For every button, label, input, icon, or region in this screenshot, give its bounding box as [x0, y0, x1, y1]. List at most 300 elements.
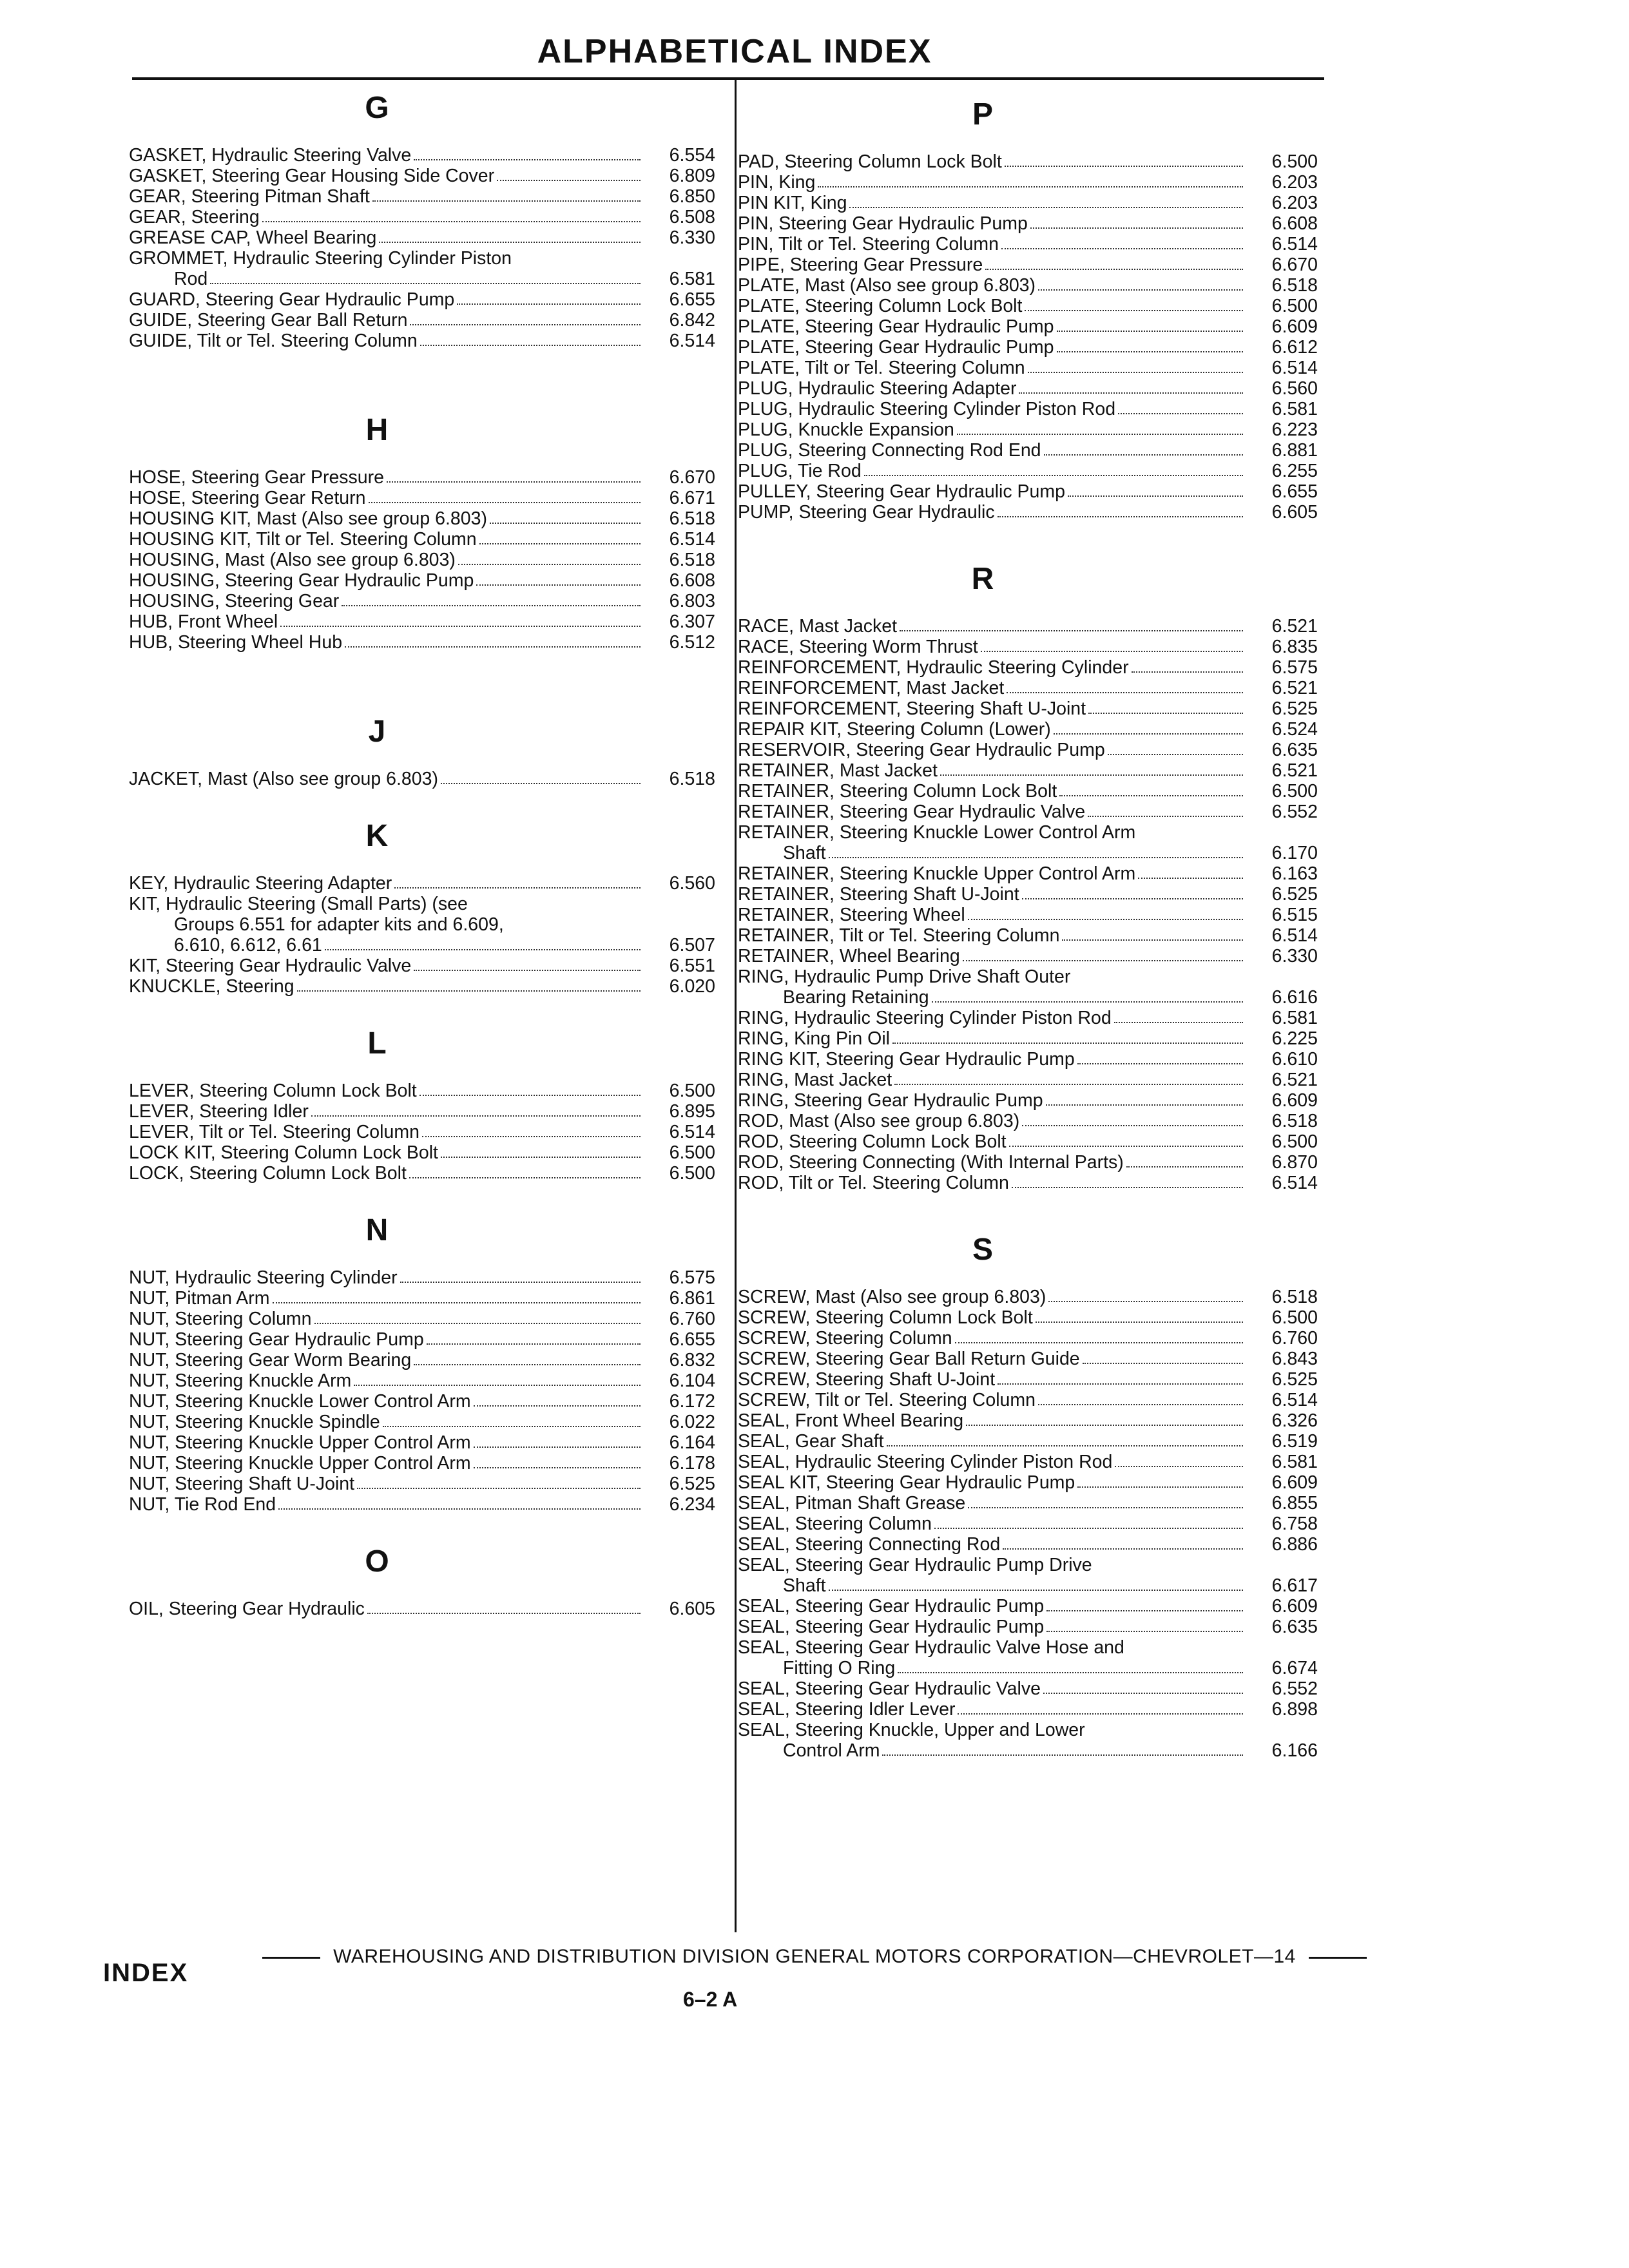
- entry-list: [129, 873, 715, 997]
- entry-name: PLUG, Knuckle Expansion: [738, 419, 954, 440]
- index-entry: [129, 207, 715, 227]
- index-entry: [129, 145, 715, 166]
- index-entry: [738, 419, 1318, 440]
- dot-leader: [427, 1343, 641, 1345]
- page-number: 6–2 A: [683, 1988, 738, 2011]
- index-entry: [129, 894, 715, 914]
- index-entry: [129, 976, 715, 997]
- entry-name: NUT, Steering Knuckle Lower Control Arm: [129, 1391, 471, 1412]
- entry-page: 6.635: [1271, 740, 1318, 760]
- dot-leader: [1046, 1104, 1243, 1106]
- entry-list: [129, 1599, 715, 1619]
- footer-dash-left: [262, 1957, 320, 1959]
- entry-page: 6.655: [669, 1329, 715, 1350]
- entry-page: 6.500: [1271, 781, 1318, 802]
- dot-leader: [1088, 816, 1243, 817]
- entry-page: 6.514: [1271, 925, 1318, 946]
- index-entry: [738, 296, 1318, 316]
- entry-name: Fitting O Ring: [783, 1658, 896, 1678]
- entry-name: Bearing Retaining: [783, 987, 929, 1008]
- dot-leader: [957, 434, 1243, 435]
- index-entry: [129, 1599, 715, 1619]
- section-letter: L: [367, 1026, 387, 1061]
- dot-leader: [1022, 1125, 1243, 1126]
- entry-name: GEAR, Steering: [129, 207, 260, 227]
- entry-page: 6.508: [669, 207, 715, 227]
- entry-page: 6.514: [669, 529, 715, 550]
- dot-leader: [422, 1136, 641, 1137]
- entry-list: [129, 1081, 715, 1184]
- entry-name: NUT, Steering Gear Hydraulic Pump: [129, 1329, 424, 1350]
- entry-page: 6.655: [669, 289, 715, 310]
- entry-page: 6.609: [1271, 1472, 1318, 1493]
- dot-leader: [414, 970, 641, 971]
- entry-name: NUT, Steering Knuckle Upper Control Arm: [129, 1453, 471, 1474]
- entry-page: 6.551: [669, 956, 715, 976]
- dot-leader: [1068, 495, 1243, 497]
- entry-name: SEAL, Steering Gear Hydraulic Pump Drive: [738, 1555, 1092, 1575]
- dot-leader: [892, 1043, 1243, 1044]
- index-entry: [738, 1369, 1318, 1390]
- entry-name: SCREW, Steering Column: [738, 1328, 952, 1349]
- entry-name: RETAINER, Steering Wheel: [738, 905, 965, 925]
- entry-page: 6.560: [1271, 378, 1318, 399]
- index-entry: [738, 234, 1318, 255]
- entry-name: ROD, Steering Connecting (With Internal Parts): [738, 1152, 1124, 1173]
- index-entry: [738, 1410, 1318, 1431]
- entry-page: 6.514: [1271, 1173, 1318, 1193]
- entry-name: JACKET, Mast (Also see group 6.803): [129, 769, 438, 789]
- section-letter: G: [365, 91, 389, 125]
- entry-name: SEAL, Steering Knuckle, Upper and Lower: [738, 1720, 1085, 1740]
- index-entry: [738, 1452, 1318, 1472]
- index-entry: [738, 1637, 1318, 1658]
- index-entry: [738, 1493, 1318, 1514]
- dot-leader: [497, 180, 641, 181]
- footer-text: WAREHOUSING AND DISTRIBUTION DIVISION GENERAL MOTORS CORPORATION—CHEVROLET—14: [333, 1946, 1296, 1967]
- entry-page: 6.507: [669, 935, 715, 956]
- entry-name: KIT, Steering Gear Hydraulic Valve: [129, 956, 412, 976]
- index-entry: [738, 358, 1318, 378]
- entry-page: 6.521: [1271, 1070, 1318, 1090]
- entry-name: SCREW, Steering Column Lock Bolt: [738, 1307, 1033, 1328]
- index-entry: [738, 760, 1318, 781]
- dot-leader: [383, 1426, 641, 1427]
- entry-name: HUB, Steering Wheel Hub: [129, 632, 343, 653]
- index-entry: [738, 863, 1318, 884]
- entry-name: RETAINER, Steering Knuckle Upper Control Arm: [738, 863, 1136, 884]
- dot-leader: [262, 221, 641, 222]
- entry-name: NUT, Steering Column: [129, 1309, 312, 1329]
- entry-name: PIN KIT, King: [738, 193, 847, 213]
- index-entry: [738, 616, 1318, 637]
- entry-name: RACE, Mast Jacket: [738, 616, 898, 637]
- index-entry: [129, 550, 715, 570]
- entry-name: SEAL, Steering Idler Lever: [738, 1699, 956, 1720]
- index-entry: [129, 529, 715, 550]
- index-entry: [738, 1699, 1318, 1720]
- dot-leader: [1088, 713, 1243, 714]
- entry-name: PAD, Steering Column Lock Bolt: [738, 151, 1002, 172]
- entry-page: 6.842: [669, 310, 715, 331]
- entry-name: SEAL, Steering Gear Hydraulic Valve Hose and: [738, 1637, 1124, 1658]
- index-entry: [738, 1131, 1318, 1152]
- index-entry: [738, 461, 1318, 481]
- entry-page: 6.515: [1271, 905, 1318, 925]
- entry-page: 6.609: [1271, 316, 1318, 337]
- index-entry-continuation: [738, 1658, 1318, 1678]
- dot-leader: [345, 646, 641, 648]
- entry-name: RING KIT, Steering Gear Hydraulic Pump: [738, 1049, 1075, 1070]
- entry-page: 6.326: [1271, 1410, 1318, 1431]
- dot-leader: [474, 1405, 641, 1407]
- entry-name: SCREW, Mast (Also see group 6.803): [738, 1287, 1046, 1307]
- entry-page: 6.514: [1271, 234, 1318, 255]
- index-entry: [129, 1288, 715, 1309]
- entry-page: 6.670: [1271, 255, 1318, 275]
- index-entry: [738, 1514, 1318, 1534]
- dot-leader: [1001, 248, 1243, 249]
- dot-leader: [1115, 1466, 1243, 1467]
- entry-name: SEAL, Steering Column: [738, 1514, 932, 1534]
- entry-name: HOSE, Steering Gear Return: [129, 488, 366, 508]
- entry-page: 6.524: [1271, 719, 1318, 740]
- entry-name: HOUSING, Steering Gear Hydraulic Pump: [129, 570, 474, 591]
- dot-leader: [342, 605, 641, 606]
- index-entry: [738, 1596, 1318, 1617]
- entry-page: 6.552: [1271, 802, 1318, 822]
- index-entry: [738, 1431, 1318, 1452]
- entry-page: 6.554: [669, 145, 715, 166]
- entry-page: 6.605: [1271, 502, 1318, 523]
- index-entry: [129, 186, 715, 207]
- dot-leader: [1108, 754, 1243, 755]
- index-section-l: [129, 1026, 715, 1184]
- entry-name: SEAL, Steering Gear Hydraulic Pump: [738, 1596, 1045, 1617]
- entry-name: REINFORCEMENT, Hydraulic Steering Cylinder: [738, 657, 1129, 678]
- index-entry: [738, 502, 1318, 523]
- index-entry: [738, 1049, 1318, 1070]
- index-entry: [738, 925, 1318, 946]
- entry-page: 6.608: [1271, 213, 1318, 234]
- entry-page: 6.519: [1271, 1431, 1318, 1452]
- index-entry: [129, 1309, 715, 1329]
- entry-name: GEAR, Steering Pitman Shaft: [129, 186, 370, 207]
- entry-name: PIN, Steering Gear Hydraulic Pump: [738, 213, 1028, 234]
- entry-page: 6.855: [1271, 1493, 1318, 1514]
- entry-page: 6.895: [669, 1101, 715, 1122]
- entry-page: 6.500: [1271, 151, 1318, 172]
- entry-name: GREASE CAP, Wheel Bearing: [129, 227, 377, 248]
- index-entry: [738, 1173, 1318, 1193]
- index-entry: [129, 1163, 715, 1184]
- entry-name: GUIDE, Steering Gear Ball Return: [129, 310, 408, 331]
- index-entry: [738, 946, 1318, 966]
- dot-leader: [887, 1445, 1243, 1446]
- index-entry: [129, 166, 715, 186]
- index-entry: [738, 781, 1318, 802]
- index-entry: [738, 698, 1318, 719]
- index-label: INDEX: [103, 1959, 189, 1987]
- index-entry: [738, 678, 1318, 698]
- entry-name: RETAINER, Mast Jacket: [738, 760, 938, 781]
- entry-name: PLUG, Hydraulic Steering Adapter: [738, 378, 1017, 399]
- entry-page: 6.581: [1271, 1452, 1318, 1472]
- index-entry: [738, 1328, 1318, 1349]
- dot-leader: [457, 303, 641, 305]
- index-entry: [738, 1678, 1318, 1699]
- index-entry: [129, 331, 715, 351]
- entry-page: 6.514: [1271, 1390, 1318, 1410]
- column-divider: [735, 80, 737, 1932]
- entry-name: PUMP, Steering Gear Hydraulic: [738, 502, 995, 523]
- dot-leader: [474, 1446, 641, 1448]
- index-entry: [738, 1028, 1318, 1049]
- entry-name: RING, Mast Jacket: [738, 1070, 892, 1090]
- dot-leader: [476, 584, 641, 586]
- index-entry: [738, 1617, 1318, 1637]
- dot-leader: [1077, 1486, 1243, 1488]
- index-entry: [738, 172, 1318, 193]
- entry-name: SCREW, Steering Gear Ball Return Guide: [738, 1349, 1080, 1369]
- entry-page: 6.881: [1271, 440, 1318, 461]
- entry-name: SEAL, Steering Connecting Rod: [738, 1534, 1001, 1555]
- entry-name: ROD, Tilt or Tel. Steering Column: [738, 1173, 1009, 1193]
- index-entry-continuation: [738, 1575, 1318, 1596]
- dot-leader: [420, 345, 641, 346]
- entry-name: PLATE, Steering Gear Hydraulic Pump: [738, 316, 1054, 337]
- entry-name: RETAINER, Steering Knuckle Lower Control Arm: [738, 822, 1136, 843]
- entry-name: HOUSING KIT, Tilt or Tel. Steering Column: [129, 529, 477, 550]
- dot-leader: [1030, 227, 1243, 229]
- index-entry: [129, 467, 715, 488]
- right-column: [738, 97, 1318, 1761]
- entry-name: RING, Hydraulic Pump Drive Shaft Outer: [738, 966, 1071, 987]
- entry-list: [738, 616, 1318, 1193]
- entry-page: 6.581: [1271, 399, 1318, 419]
- entry-list: [129, 145, 715, 351]
- index-entry: [129, 1267, 715, 1288]
- dot-leader: [441, 783, 641, 784]
- entry-name: HOUSING, Mast (Also see group 6.803): [129, 550, 456, 570]
- index-entry: [129, 1101, 715, 1122]
- entry-page: 6.581: [1271, 1008, 1318, 1028]
- dot-leader: [490, 523, 641, 524]
- section-letter: N: [365, 1213, 389, 1247]
- dot-leader: [900, 630, 1243, 631]
- dot-leader: [864, 475, 1243, 476]
- dot-leader: [882, 1754, 1243, 1756]
- entry-page: 6.170: [1271, 843, 1318, 863]
- index-entry: [738, 719, 1318, 740]
- page-title: ALPHABETICAL INDEX: [537, 33, 932, 70]
- entry-page: 6.525: [669, 1474, 715, 1494]
- index-entry: [738, 966, 1318, 987]
- entry-page: 6.886: [1271, 1534, 1318, 1555]
- entry-name: SEAL, Steering Gear Hydraulic Valve: [738, 1678, 1041, 1699]
- index-entry-continuation: [129, 269, 715, 289]
- entry-name: NUT, Steering Knuckle Upper Control Arm: [129, 1432, 471, 1453]
- entry-name: HOUSING, Steering Gear: [129, 591, 340, 611]
- entry-page: 6.521: [1271, 678, 1318, 698]
- index-entry: [738, 316, 1318, 337]
- entry-page: 6.609: [1271, 1596, 1318, 1617]
- dot-leader: [1036, 1321, 1243, 1323]
- entry-page: 6.166: [1271, 1740, 1318, 1761]
- entry-name: SCREW, Steering Shaft U-Joint: [738, 1369, 996, 1390]
- entry-page: 6.518: [669, 769, 715, 789]
- entry-page: 6.850: [669, 186, 715, 207]
- index-entry: [738, 1555, 1318, 1575]
- entry-page: 6.809: [669, 166, 715, 186]
- dot-leader: [1126, 1166, 1243, 1168]
- entry-name: SEAL, Gear Shaft: [738, 1431, 884, 1452]
- entry-page: 6.514: [669, 331, 715, 351]
- entry-name: Rod: [174, 269, 208, 289]
- index-entry: [738, 884, 1318, 905]
- entry-page: 6.525: [1271, 698, 1318, 719]
- dot-leader: [1043, 1693, 1243, 1694]
- dot-leader: [934, 1528, 1243, 1529]
- index-section-g: [129, 90, 715, 351]
- index-entry: [738, 1287, 1318, 1307]
- index-entry: [738, 399, 1318, 419]
- entry-name: GUARD, Steering Gear Hydraulic Pump: [129, 289, 455, 310]
- entry-page: 6.330: [1271, 946, 1318, 966]
- entry-page: 6.581: [669, 269, 715, 289]
- entry-page: 6.760: [1271, 1328, 1318, 1349]
- dot-leader: [1118, 413, 1243, 414]
- dot-leader: [1009, 1146, 1243, 1147]
- entry-name: NUT, Steering Knuckle Arm: [129, 1370, 352, 1391]
- index-entry-continuation: [738, 987, 1318, 1008]
- dot-leader: [419, 1095, 641, 1096]
- index-entry: [738, 657, 1318, 678]
- index-entry: [129, 873, 715, 894]
- entry-page: 6.521: [1271, 760, 1318, 781]
- entry-page: 6.870: [1271, 1152, 1318, 1173]
- dot-leader: [981, 651, 1243, 652]
- dot-leader: [1077, 1063, 1243, 1064]
- index-entry: [129, 1391, 715, 1412]
- entry-page: 6.163: [1271, 863, 1318, 884]
- index-entry: [738, 1070, 1318, 1090]
- index-entry: [129, 1453, 715, 1474]
- entry-page: 6.223: [1271, 419, 1318, 440]
- footer-line: [0, 1946, 1629, 1968]
- entry-name: Shaft: [783, 1575, 826, 1596]
- index-entry: [129, 956, 715, 976]
- index-entry: [129, 1370, 715, 1391]
- entry-name: KIT, Hydraulic Steering (Small Parts) (see: [129, 894, 468, 914]
- index-entry: [738, 1720, 1318, 1740]
- section-letter: K: [365, 819, 389, 853]
- index-entry: [129, 570, 715, 591]
- entry-name: REINFORCEMENT, Mast Jacket: [738, 678, 1005, 698]
- index-entry: [129, 1081, 715, 1101]
- entry-name: SEAL, Pitman Shaft Grease: [738, 1493, 966, 1514]
- index-entry: [738, 905, 1318, 925]
- dot-leader: [1138, 878, 1243, 879]
- entry-page: 6.674: [1271, 1658, 1318, 1678]
- entry-page: 6.164: [669, 1432, 715, 1453]
- dot-leader: [1038, 1404, 1243, 1405]
- entry-name: PLATE, Steering Column Lock Bolt: [738, 296, 1023, 316]
- dot-leader: [1083, 1363, 1243, 1364]
- index-entry-continuation: [129, 914, 715, 935]
- entry-list: [129, 467, 715, 653]
- index-entry: [738, 481, 1318, 502]
- entry-page: 6.518: [1271, 275, 1318, 296]
- entry-name: KEY, Hydraulic Steering Adapter: [129, 873, 392, 894]
- entry-page: 6.617: [1271, 1575, 1318, 1596]
- entry-list: [129, 1267, 715, 1515]
- entry-name: LEVER, Tilt or Tel. Steering Column: [129, 1122, 419, 1142]
- dot-leader: [849, 207, 1243, 208]
- dot-leader: [985, 269, 1243, 270]
- entry-name: SEAL, Steering Gear Hydraulic Pump: [738, 1617, 1045, 1637]
- index-entry: [738, 740, 1318, 760]
- dot-leader: [1003, 1548, 1243, 1550]
- entry-page: 6.500: [1271, 1131, 1318, 1152]
- entry-page: 6.605: [669, 1599, 715, 1619]
- section-letter: R: [971, 562, 994, 596]
- index-entry: [738, 1152, 1318, 1173]
- entry-name: RESERVOIR, Steering Gear Hydraulic Pump: [738, 740, 1105, 760]
- dot-leader: [1019, 392, 1243, 394]
- index-section-h: [129, 412, 715, 653]
- entry-page: 6.234: [669, 1494, 715, 1515]
- entry-page: 6.609: [1271, 1090, 1318, 1111]
- index-entry: [738, 1307, 1318, 1328]
- dot-leader: [394, 887, 641, 889]
- dot-leader: [379, 242, 641, 243]
- dot-leader: [1044, 454, 1243, 456]
- dot-leader: [441, 1157, 641, 1158]
- section-letter: H: [365, 413, 389, 447]
- entry-name: PLUG, Tie Rod: [738, 461, 862, 481]
- index-entry: [129, 611, 715, 632]
- entry-name: PLATE, Mast (Also see group 6.803): [738, 275, 1036, 296]
- dot-leader: [968, 919, 1243, 920]
- index-section-j: [129, 714, 715, 789]
- entry-list: [129, 769, 715, 789]
- index-entry-continuation: [738, 1740, 1318, 1761]
- dot-leader: [1025, 310, 1243, 311]
- entry-list: [738, 1287, 1318, 1761]
- entry-name: RETAINER, Tilt or Tel. Steering Column: [738, 925, 1060, 946]
- dot-leader: [1038, 289, 1243, 291]
- entry-name: HOUSING KIT, Mast (Also see group 6.803): [129, 508, 487, 529]
- dot-leader: [369, 502, 641, 503]
- dot-leader: [1028, 372, 1243, 373]
- entry-name: RING, Hydraulic Steering Cylinder Piston Rod: [738, 1008, 1112, 1028]
- entry-name: HUB, Front Wheel: [129, 611, 278, 632]
- index-entry: [738, 337, 1318, 358]
- entry-name: SEAL KIT, Steering Gear Hydraulic Pump: [738, 1472, 1075, 1493]
- entry-page: 6.612: [1271, 337, 1318, 358]
- entry-page: 6.330: [669, 227, 715, 248]
- entry-name: LOCK KIT, Steering Column Lock Bolt: [129, 1142, 438, 1163]
- dot-leader: [314, 1323, 641, 1324]
- entry-page: 6.518: [669, 508, 715, 529]
- entry-name: RETAINER, Steering Shaft U-Joint: [738, 884, 1019, 905]
- section-letter: S: [972, 1233, 993, 1267]
- index-entry: [738, 1472, 1318, 1493]
- dot-leader: [1114, 1022, 1243, 1023]
- entry-name: LEVER, Steering Column Lock Bolt: [129, 1081, 417, 1101]
- dot-leader: [458, 564, 641, 565]
